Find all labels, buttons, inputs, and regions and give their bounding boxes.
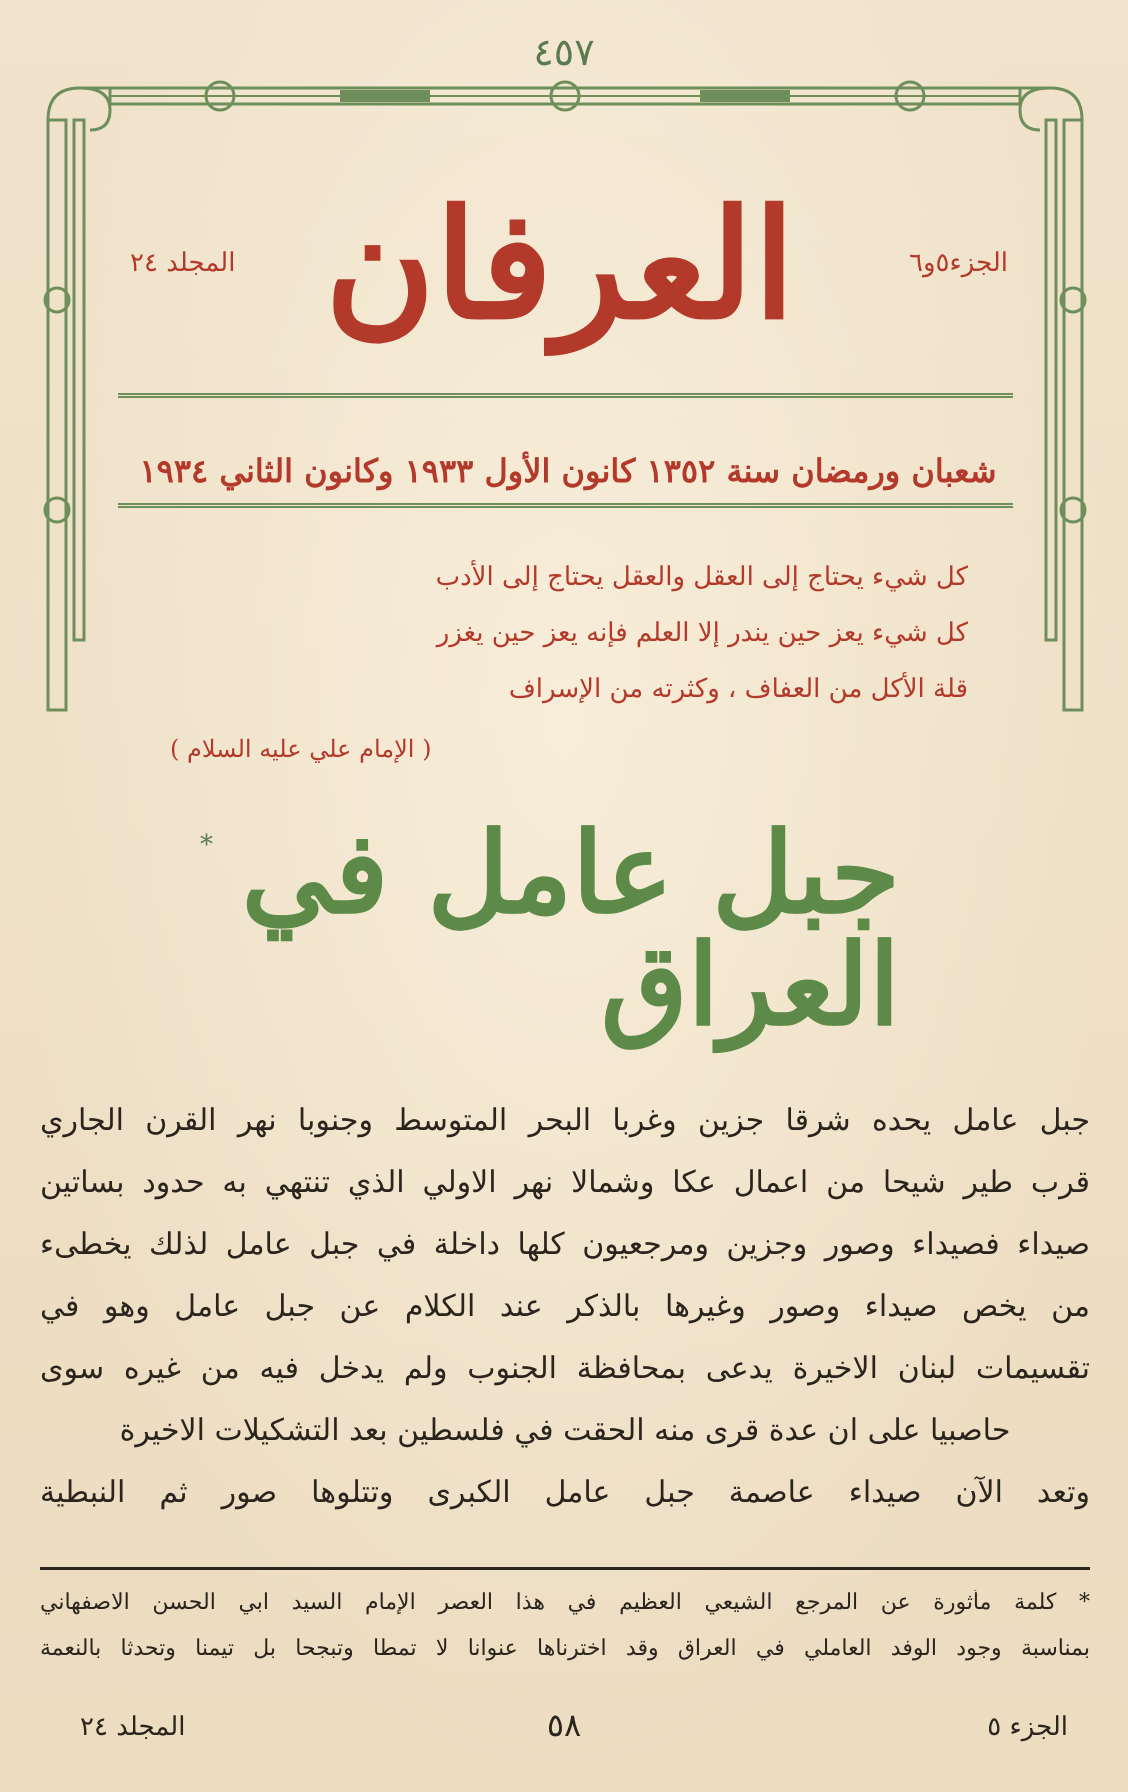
body-line: تقسيمات لبنان الاخيرة يدعى بمحافظة الجنوب ولم يدخل فيه من غيره سوى	[40, 1351, 1090, 1386]
quote-line: قلة الأكل من العفاف ، وكثرته من الإسراف	[508, 674, 968, 704]
article-body	[40, 1090, 1090, 1524]
quote-attribution: ( الإمام علي عليه السلام )	[170, 735, 432, 763]
body-line: جبل عامل يحده شرقا جزين وغربا البحر المتوسط وجنوبا نهر القرن الجاري	[40, 1103, 1090, 1138]
masthead-divider	[118, 393, 1013, 398]
title-footnote-marker: *	[200, 830, 213, 860]
footer-volume: المجلد ٢٤	[80, 1712, 186, 1742]
footnote-line: * كلمة مأثورة عن المرجع الشيعي العظيم في هذا العصر الإمام السيد ابي الحسن الاصفهاني	[40, 1590, 1090, 1615]
quote-line: كل شيء يعز حين يندر إلا العلم فإنه يعز حين يغزر	[436, 618, 968, 648]
body-line: حاصبيا على ان عدة قرى منه الحقت في فلسطين بعد التشكيلات الاخيرة	[119, 1413, 1011, 1448]
body-line: قرب طير شيحا من اعمال عكا وشمالا نهر الاولي الذي تنتهي به حدود بساتين	[40, 1165, 1090, 1200]
body-line: صيداء فصيداء وصور وجزين ومرجعيون كلها داخلة في جبل عامل لذلك يخطىء	[40, 1227, 1090, 1262]
volume-label: المجلد ٢٤	[130, 248, 236, 278]
date-divider	[118, 503, 1013, 508]
masthead-title: العرفان	[324, 177, 796, 353]
page-number-top: ٤٥٧	[533, 30, 595, 74]
quote-line: كل شيء يحتاج إلى العقل والعقل يحتاج إلى الأدب	[435, 562, 968, 592]
body-line: من يخص صيداء وصور وغيرها بالذكر عند الكلام عن جبل عامل وهو في	[40, 1289, 1090, 1324]
body-line: وتعد الآن صيداء عاصمة جبل عامل الكبرى وتتلوها صور ثم النبطية	[40, 1475, 1090, 1510]
date-line: شعبان ورمضان سنة ١٣٥٢ كانون الأول ١٩٣٣ وكانون الثاني ١٩٣٤	[139, 452, 997, 490]
footnote-divider	[40, 1567, 1090, 1570]
issue-label: الجزء٥و٦	[909, 248, 1008, 278]
footer-page-number: ٥٨	[546, 1706, 582, 1744]
article-title: جبل عامل في العراق	[241, 808, 900, 1051]
footnote-line: بمناسبة وجود الوفد العاملي في العراق وقد اخترناها عنوانا لا تمطا وتبجحا بل تيمنا وتحدثا بالنعمة	[40, 1636, 1090, 1661]
footer-issue: الجزء ٥	[987, 1712, 1068, 1742]
